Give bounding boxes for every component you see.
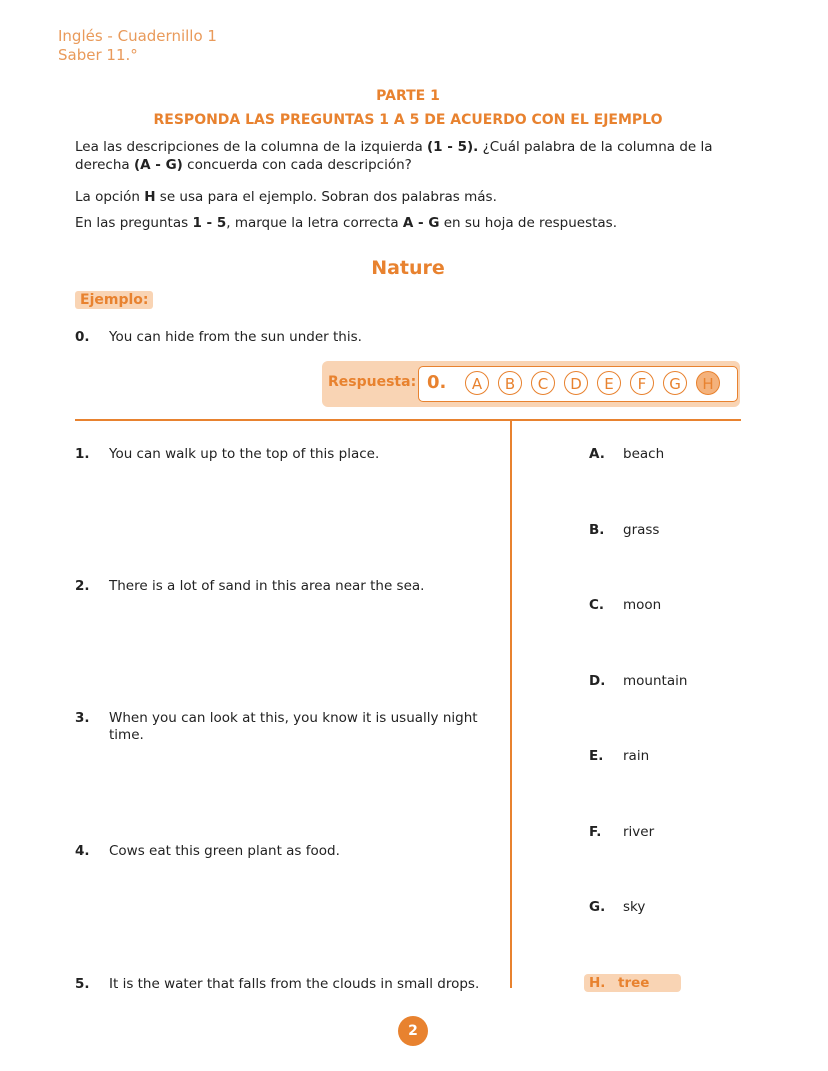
option-moon: C. moon [589,597,662,613]
topic-title: Nature [371,257,445,279]
column-divider [510,421,512,988]
example-question: 0. You can hide from the sun under this. [75,329,362,345]
part-subtitle: RESPONDA LAS PREGUNTAS 1 A 5 DE ACUERDO CON EL EJEMPLO [153,112,663,128]
instruction-1: Lea las descripciones de la columna de la izquierda (1 - 5). ¿Cuál palabra de la columna de la derecha (A - G) concuerda con cada descripción? [75,139,713,173]
divider [75,419,741,421]
answer-bubble-h[interactable]: H [696,371,720,395]
page-number: 2 [398,1016,428,1046]
answer-bubble-f[interactable]: F [630,371,654,395]
question-5: 5. It is the water that falls from the clouds in small drops. [75,976,480,992]
answer-bubble-b[interactable]: B [498,371,522,395]
answer-bubble-a[interactable]: A [465,371,489,395]
answer-bubble-e[interactable]: E [597,371,621,395]
question-4: 4. Cows eat this green plant as food. [75,843,340,859]
question-2: 2. There is a lot of sand in this area near the sea. [75,578,425,594]
option-sky: G. sky [589,899,646,915]
answer-bubble-g[interactable]: G [663,371,687,395]
part-title: PARTE 1 [376,88,440,104]
page-header: Inglés - Cuadernillo 1 Saber 11.° [58,27,217,64]
option-river: F. river [589,824,655,840]
option-grass: B. grass [589,522,660,538]
instruction-2: La opción H se usa para el ejemplo. Sobran dos palabras más. [75,189,497,205]
option-mountain: D. mountain [589,673,688,689]
option-beach: A. beach [589,446,665,462]
example-answer: Respuesta: 0. A B C D E F G H [322,361,740,407]
option-rain: E. rain [589,748,650,764]
question-3: 3. When you can look at this, you know it is usually night time. [75,710,478,743]
option-tree: H. tree [584,974,681,992]
answer-bubble-c[interactable]: C [531,371,555,395]
question-1: 1. You can walk up to the top of this place. [75,446,380,462]
instruction-3: En las preguntas 1 - 5, marque la letra correcta A - G en su hoja de respuestas. [75,215,618,231]
example-label: Ejemplo: [75,291,153,309]
answer-bubble-d[interactable]: D [564,371,588,395]
